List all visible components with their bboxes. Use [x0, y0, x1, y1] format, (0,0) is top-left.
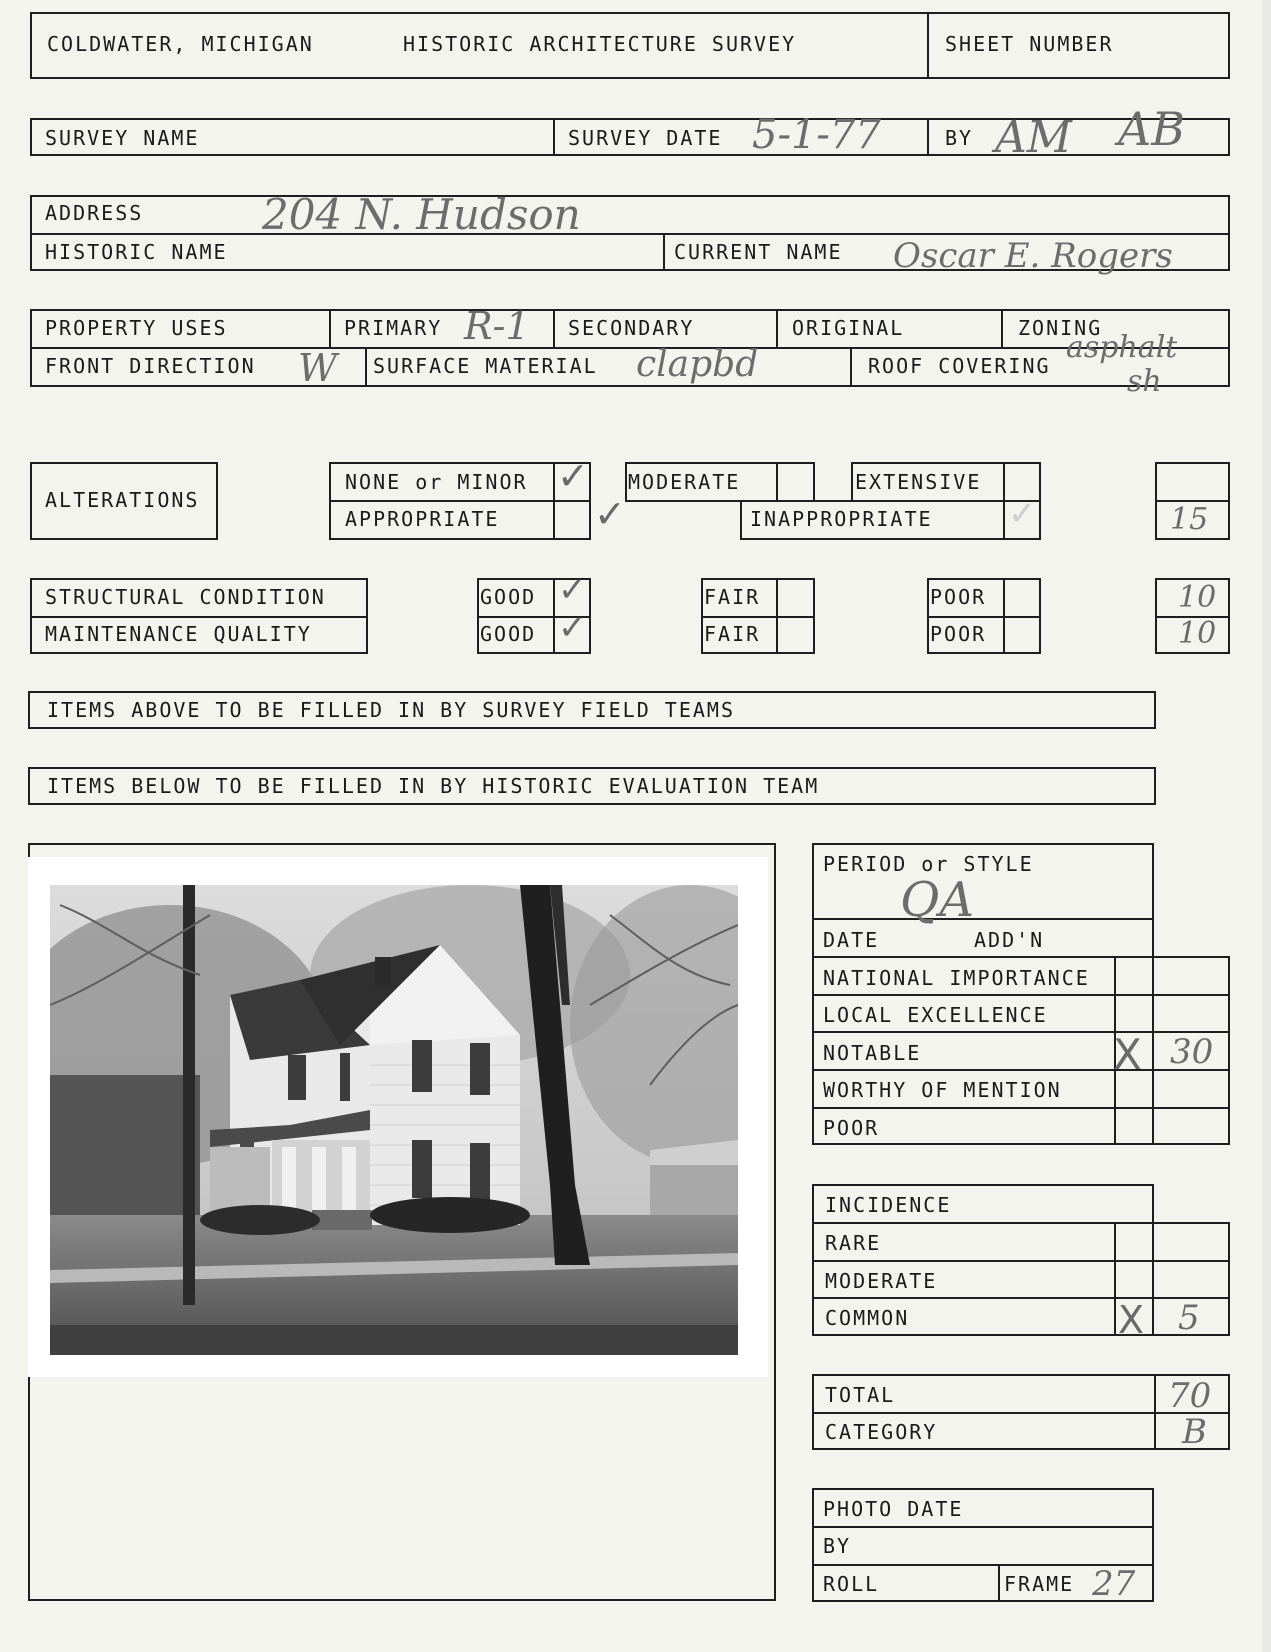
common-score: 5 [1178, 1298, 1200, 1338]
total-label: TOTAL [825, 1383, 896, 1407]
maintenance-quality-label: MAINTENANCE QUALITY [45, 622, 312, 646]
eval-row-line-5 [812, 1069, 1230, 1071]
structural-poor-label: POOR [930, 585, 987, 609]
appropriate-check: ✓ [594, 492, 626, 536]
original-label: ORIGINAL [792, 316, 905, 340]
incidence-moderate-label: MODERATE [825, 1269, 938, 1293]
evaluation-team-note: ITEMS BELOW TO BE FILLED IN BY HISTORIC EVALUATION TEAM [47, 774, 820, 798]
eval-row-line-4 [812, 1031, 1230, 1033]
incidence-line-2 [812, 1260, 1230, 1262]
structural-fair-label: FAIR [704, 585, 761, 609]
fair-check-col [776, 578, 778, 654]
appropriate-label: APPROPRIATE [345, 507, 500, 531]
fair-divider [701, 616, 815, 618]
structural-good-check: ✓ [558, 570, 587, 610]
inappropriate-label: INAPPROPRIATE [750, 507, 933, 531]
common-label: COMMON [825, 1306, 910, 1330]
eval-poor-label: POOR [823, 1116, 880, 1140]
property-uses-label: PROPERTY USES [45, 316, 228, 340]
alterations-score: 15 [1170, 502, 1209, 537]
survey-date-value: 5-1-77 [752, 112, 881, 158]
frame-value: 27 [1092, 1564, 1136, 1604]
roll-label: ROLL [823, 1572, 880, 1596]
property-col-1 [329, 309, 331, 347]
by-label: BY [945, 126, 974, 150]
alteration-appropriate-check-col [589, 500, 591, 540]
field-team-note: ITEMS ABOVE TO BE FILLED IN BY SURVEY FIELD TEAMS [47, 698, 736, 722]
eval-row-line-2 [812, 956, 1230, 958]
condition-divider [30, 616, 368, 618]
maintenance-fair-label: FAIR [704, 622, 761, 646]
alteration-minor-divider [329, 500, 591, 502]
secondary-label: SECONDARY [568, 316, 695, 340]
historic-name-label: HISTORIC NAME [45, 240, 228, 264]
alterations-label: ALTERATIONS [45, 488, 200, 512]
poor-check-col [1003, 578, 1005, 654]
alteration-minor-check-col [553, 462, 555, 540]
name-divider [663, 233, 665, 271]
front-direction-label: FRONT DIRECTION [45, 354, 256, 378]
survey-divider-2 [927, 118, 929, 156]
surface-material-value: clapbd [636, 344, 759, 385]
category-label: CATEGORY [825, 1420, 938, 1444]
surface-material-label: SURFACE MATERIAL [373, 354, 598, 378]
maintenance-poor-label: POOR [930, 622, 987, 646]
by-value-2: AB [1118, 102, 1186, 156]
date-label: DATE [823, 928, 880, 952]
none-minor-check: ✓ [557, 454, 589, 498]
roof-covering-value-2: sh [1127, 364, 1162, 399]
incidence-line-3 [812, 1297, 1230, 1299]
property-col-3 [776, 309, 778, 347]
good-check-col [553, 578, 555, 654]
address-label: ADDRESS [45, 201, 144, 225]
structural-score: 10 [1178, 580, 1217, 615]
poor-divider [927, 616, 1041, 618]
eval-score-right [1228, 956, 1230, 1145]
incidence-check-col [1114, 1222, 1116, 1336]
sheet-number-label: SHEET NUMBER [945, 32, 1114, 56]
survey-name-label: SURVEY NAME [45, 126, 200, 150]
evaluation-team-note-right [1154, 767, 1156, 805]
eval-row-line-6 [812, 1107, 1230, 1109]
eval-row-line-1 [812, 918, 1154, 920]
roof-covering-value: asphalt [1066, 330, 1178, 365]
worthy-of-mention-label: WORTHY OF MENTION [823, 1078, 1062, 1102]
rare-label: RARE [825, 1231, 882, 1255]
property-col-4 [1001, 309, 1003, 347]
eval-score-bottom [1154, 1143, 1230, 1145]
frame-divider [998, 1564, 1000, 1602]
header-divider [927, 12, 929, 79]
extensive-label: EXTENSIVE [855, 470, 982, 494]
photo-by-label: BY [823, 1534, 852, 1558]
totals-value-col [1154, 1374, 1156, 1450]
period-style-label: PERIOD or STYLE [823, 852, 1034, 876]
alteration-moderate-check-col [776, 462, 778, 502]
current-name-value: Oscar E. Rogers [893, 236, 1173, 276]
primary-label: PRIMARY [344, 316, 443, 340]
survey-divider-1 [553, 118, 555, 156]
none-minor-label: NONE or MINOR [345, 470, 528, 494]
incidence-label: INCIDENCE [825, 1193, 952, 1217]
address-divider [30, 233, 1230, 235]
address-value: 204 N. Hudson [262, 190, 581, 239]
period-style-value: QA [900, 872, 975, 928]
survey-row-right [1228, 118, 1230, 156]
structural-good-label: GOOD [480, 585, 537, 609]
notable-score: 30 [1170, 1032, 1214, 1072]
city-label: COLDWATER, MICHIGAN [47, 32, 314, 56]
frame-label: FRAME [1004, 1572, 1075, 1596]
alteration-moderate-label: MODERATE [628, 470, 741, 494]
property-col-2 [553, 309, 555, 347]
photo-date-label: PHOTO DATE [823, 1497, 964, 1521]
by-value: AM [995, 112, 1072, 163]
common-cross: X [1118, 1298, 1145, 1342]
front-direction-value: W [298, 346, 338, 390]
house-photograph [50, 885, 738, 1355]
incidence-line-1 [812, 1222, 1230, 1224]
photo-info-line-1 [812, 1526, 1154, 1528]
total-value: 70 [1168, 1376, 1212, 1416]
incidence-score-right [1228, 1222, 1230, 1336]
notable-cross: X [1113, 1030, 1142, 1079]
category-value: B [1182, 1412, 1207, 1452]
national-importance-label: NATIONAL IMPORTANCE [823, 966, 1090, 990]
maintenance-good-label: GOOD [480, 622, 537, 646]
notable-label: NOTABLE [823, 1041, 922, 1065]
maintenance-score: 10 [1178, 616, 1217, 651]
form-title: HISTORIC ARCHITECTURE SURVEY [403, 32, 797, 56]
structural-condition-label: STRUCTURAL CONDITION [45, 585, 326, 609]
local-excellence-label: LOCAL EXCELLENCE [823, 1003, 1048, 1027]
zoning-label: ZONING [1018, 316, 1103, 340]
current-name-label: CURRENT NAME [674, 240, 843, 264]
property-col-5 [365, 347, 367, 387]
primary-value: R-1 [464, 304, 530, 348]
eval-row-line-3 [812, 994, 1230, 996]
property-divider [30, 347, 1230, 349]
roof-covering-label: ROOF COVERING [868, 354, 1051, 378]
survey-date-label: SURVEY DATE [568, 126, 723, 150]
inappropriate-faint-check: ✓ [1008, 494, 1037, 534]
property-col-6 [850, 347, 852, 387]
addn-label: ADD'N [974, 928, 1045, 952]
maintenance-good-check: ✓ [558, 608, 587, 648]
